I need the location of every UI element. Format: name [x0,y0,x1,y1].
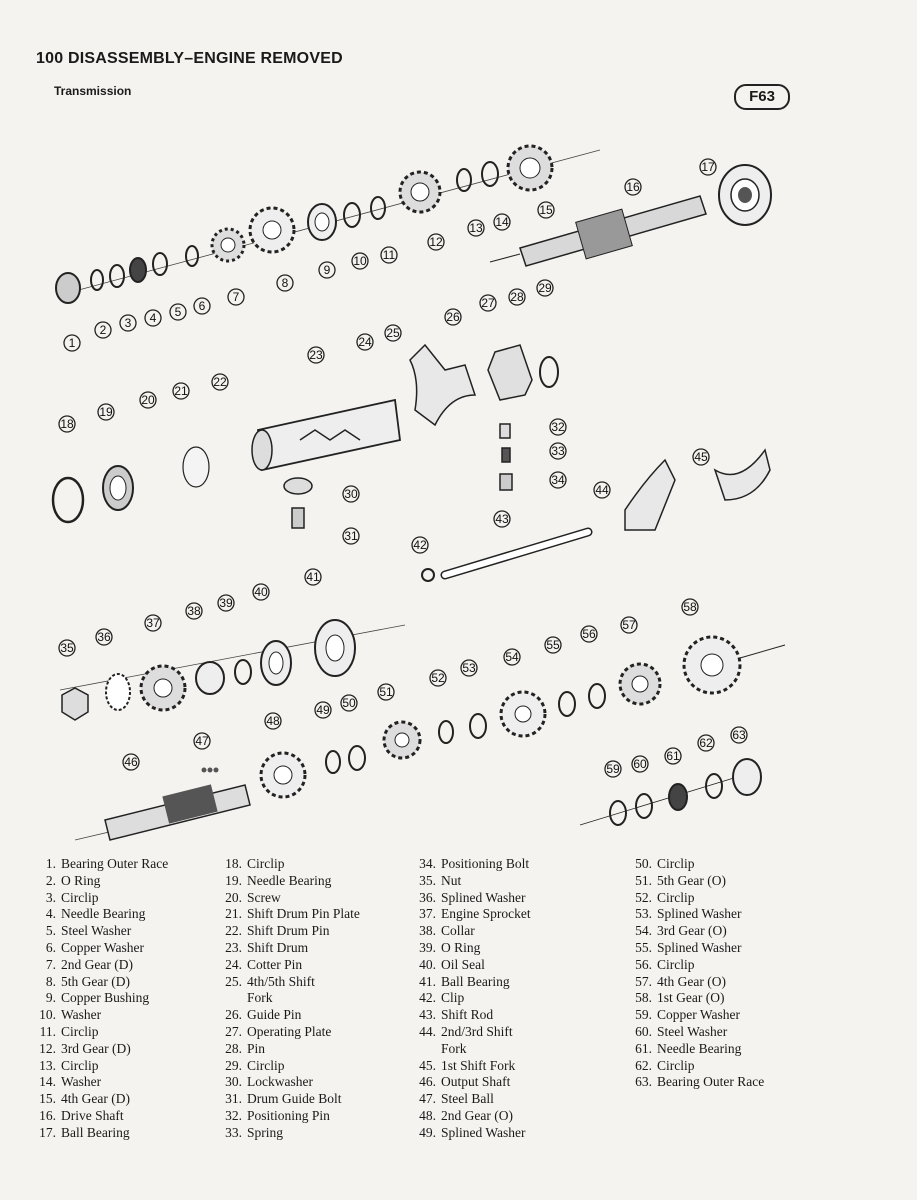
svg-text:58: 58 [683,600,697,614]
gear-7 [212,229,244,261]
svg-text:7: 7 [232,290,240,304]
legend-item: 63. Bearing Outer Race [635,1074,765,1090]
legend-item: 17. Ball Bearing [39,1124,130,1140]
svg-text:62: 62 [699,736,713,750]
legend-item: 24. Cotter Pin [225,956,303,972]
svg-text:11: 11 [382,248,396,262]
legend-item: 57. 4th Gear (O) [635,973,726,989]
svg-text:53: 53 [462,661,476,675]
svg-text:40: 40 [254,585,268,599]
legend-item: 4. Needle Bearing [45,906,146,922]
legend-item: 36. Splined Washer [419,889,526,905]
svg-text:20: 20 [141,393,155,407]
legend-item: 23. Shift Drum [225,939,309,955]
svg-text:29: 29 [538,281,552,295]
svg-text:39: 39 [219,596,233,610]
clip-42 [422,569,434,581]
svg-text:19: 19 [99,405,113,419]
legend-item: 7. 2nd Gear (D) [45,956,133,972]
legend-item: 37. Engine Sprocket [419,906,531,922]
svg-text:44: 44 [595,483,609,497]
svg-text:22: 22 [213,375,227,389]
svg-text:13: 13 [469,221,483,235]
legend-item: 54. 3rd Gear (O) [635,923,727,939]
splined-washer-36 [106,674,130,710]
nut-35 [62,688,88,720]
legend-item: 20. Screw [225,889,281,905]
collar-38 [196,662,224,694]
svg-text:8: 8 [281,276,289,290]
svg-text:28: 28 [510,290,524,304]
svg-text:1: 1 [68,336,76,350]
svg-text:41: 41 [306,570,320,584]
legend-item: 30. Lockwasher [225,1074,313,1090]
svg-text:49: 49 [316,703,330,717]
legend-item: 8. 5th Gear (D) [45,973,130,989]
legend-item: 45. 1st Shift Fork [419,1057,516,1073]
legend-item: 62. Circlip [635,1057,695,1073]
svg-text:10: 10 [353,254,367,268]
legend-item: 19. Needle Bearing [225,872,332,888]
svg-text:34: 34 [551,473,565,487]
legend-item: 11. Circlip [39,1023,99,1039]
svg-text:47: 47 [195,734,209,748]
svg-text:4: 4 [149,311,157,325]
svg-text:24: 24 [358,335,372,349]
legend-item: 58. 1st Gear (O) [635,990,725,1006]
legend-item: 40. Oil Seal [419,956,485,972]
svg-text:18: 18 [60,417,74,431]
gear-54 [501,692,545,736]
figure-number-badge: F63 [734,84,790,110]
legend-item: 21. Shift Drum Pin Plate [225,906,360,922]
legend-item: 10. Washer [39,1007,102,1023]
legend-item: 51. 5th Gear (O) [635,872,726,888]
circlip-18 [53,478,83,522]
svg-text:57: 57 [622,618,636,632]
pin-plate-21 [183,447,209,487]
legend-item: 60. Steel Washer [635,1023,728,1039]
legend-item: 53. Splined Washer [635,906,742,922]
gear-48 [261,753,305,797]
svg-text:50: 50 [342,696,356,710]
legend-item: 59. Copper Washer [635,1007,741,1023]
svg-text:54: 54 [505,650,519,664]
lockwasher-30-bolt-31 [284,478,312,528]
gear-58 [684,637,740,693]
output-shaft-46 [105,784,250,840]
legend-item: 15. 4th Gear (D) [39,1091,130,1107]
svg-text:36: 36 [97,630,111,644]
svg-text:59: 59 [606,762,620,776]
svg-text:37: 37 [146,616,160,630]
engine-sprocket-37 [141,666,185,710]
legend-item: 29. Circlip [225,1057,285,1073]
legend-item: 35. Nut [419,872,462,888]
legend-item: 50. Circlip [635,856,695,871]
legend-item: 61. Needle Bearing [635,1040,742,1056]
svg-text:17: 17 [701,160,715,174]
svg-text:60: 60 [633,757,647,771]
shift-fork-25 [410,345,475,425]
svg-text:35: 35 [60,641,74,655]
bushing-9 [308,204,336,240]
svg-text:45: 45 [694,450,708,464]
legend-item: 1. Bearing Outer Race [45,856,169,871]
svg-text:23: 23 [309,348,323,362]
ball-bearing-41 [315,620,355,676]
svg-text:31: 31 [344,529,358,543]
svg-text:46: 46 [124,755,138,769]
svg-text:16: 16 [626,180,640,194]
svg-text:21: 21 [174,384,188,398]
svg-text:25: 25 [386,326,400,340]
needle-bearing-19 [103,466,133,510]
shift-rod-43 [445,532,588,575]
gear-51 [384,722,420,758]
svg-text:14: 14 [495,215,509,229]
svg-text:52: 52 [431,671,445,685]
svg-text:26: 26 [446,310,460,324]
legend-item: 3. Circlip [45,889,99,905]
svg-text:48: 48 [266,714,280,728]
gear-15 [508,146,552,190]
svg-text:6: 6 [198,299,206,313]
legend-item: 6. Copper Washer [45,939,145,955]
legend-item: 31. Drum Guide Bolt [225,1091,342,1107]
svg-text:30: 30 [344,487,358,501]
gear-12 [400,172,440,212]
svg-text:15: 15 [539,203,553,217]
legend-item: 27. Operating Plate [225,1023,332,1039]
legend-item: 38. Collar [419,923,475,939]
page-title: 100 DISASSEMBLY–ENGINE REMOVED [36,50,343,67]
legend-item: 22. Shift Drum Pin [225,923,330,939]
legend-item: 46. Output Shaft [419,1074,511,1090]
svg-text:56: 56 [582,627,596,641]
exploded-transmission-diagram [0,120,917,850]
legend-item: 2. O Ring [45,872,101,888]
svg-text:27: 27 [481,296,495,310]
legend-item: 34. Positioning Bolt [419,856,530,871]
svg-text:5: 5 [174,305,182,319]
shift-drum [252,400,400,470]
legend-item: 48. 2nd Gear (O) [419,1107,513,1123]
legend-item: 44. 2nd/3rd Shift [419,1023,513,1039]
legend-item: 43. Shift Rod [419,1007,494,1023]
svg-text:33: 33 [551,444,565,458]
svg-text:63: 63 [732,728,746,742]
legend-item: 28. Pin [225,1040,266,1056]
oil-seal-40 [261,641,291,685]
svg-text:61: 61 [666,749,680,763]
ball-bearing-17 [719,165,771,225]
legend-item: 5. Steel Washer [45,923,132,939]
svg-text:2: 2 [99,323,107,337]
svg-text:42: 42 [413,538,427,552]
legend-item: 25. 4th/5th Shift [225,973,315,989]
svg-text:51: 51 [379,685,393,699]
legend-item: 14. Washer [39,1074,102,1090]
svg-text:55: 55 [546,638,560,652]
legend-item: 13. Circlip [39,1057,99,1073]
legend-item: 26. Guide Pin [225,1007,302,1023]
svg-text:38: 38 [187,604,201,618]
gear-8 [250,208,294,252]
output-shaft-axis-right [740,645,785,658]
legend-item: 16. Drive Shaft [39,1107,124,1123]
legend-item: 32. Positioning Pin [225,1107,330,1123]
svg-text:32: 32 [551,420,565,434]
steel-ball-47 [202,768,219,773]
svg-text:43: 43 [495,512,509,526]
drive-shaft [490,196,706,266]
section-title: Transmission [54,84,132,98]
legend-column-1 [22,856,168,1142]
legend-item-continuation: Fork [247,990,273,1006]
legend-item: 47. Steel Ball [419,1091,494,1107]
legend-item: 12. 3rd Gear (D) [39,1040,131,1056]
legend-item: 33. Spring [225,1124,284,1140]
svg-text:12: 12 [429,235,443,249]
legend-column-2 [208,856,360,1142]
legend-column-4 [618,856,764,1091]
svg-text:3: 3 [124,316,132,330]
shift-fork-45 [715,450,770,500]
legend-item: 49. Splined Washer [419,1124,526,1140]
legend-item-continuation: Fork [441,1040,467,1056]
washers-55-56 [559,684,605,716]
legend-item: 18. Circlip [225,856,285,871]
washers-49-50 [326,746,365,773]
washers-52-53 [439,714,486,743]
shift-fork-44 [625,460,675,530]
legend-column-3 [402,856,531,1142]
circlip-29 [540,357,558,387]
legend-item: 39. O Ring [419,939,481,955]
bearing-parts-1-6 [56,246,198,303]
gear-57 [620,664,660,704]
o-ring-39 [235,660,251,684]
positioning-parts-32-34 [500,424,512,490]
legend-item: 55. Splined Washer [635,939,742,955]
legend-item: 9. Copper Bushing [45,990,150,1006]
legend-item: 52. Circlip [635,889,695,905]
legend-item: 56. Circlip [635,956,695,972]
legend-item: 41. Ball Bearing [419,973,510,989]
operating-plate-27 [488,345,532,400]
svg-text:9: 9 [323,263,331,277]
legend-item: 42. Clip [419,990,465,1006]
